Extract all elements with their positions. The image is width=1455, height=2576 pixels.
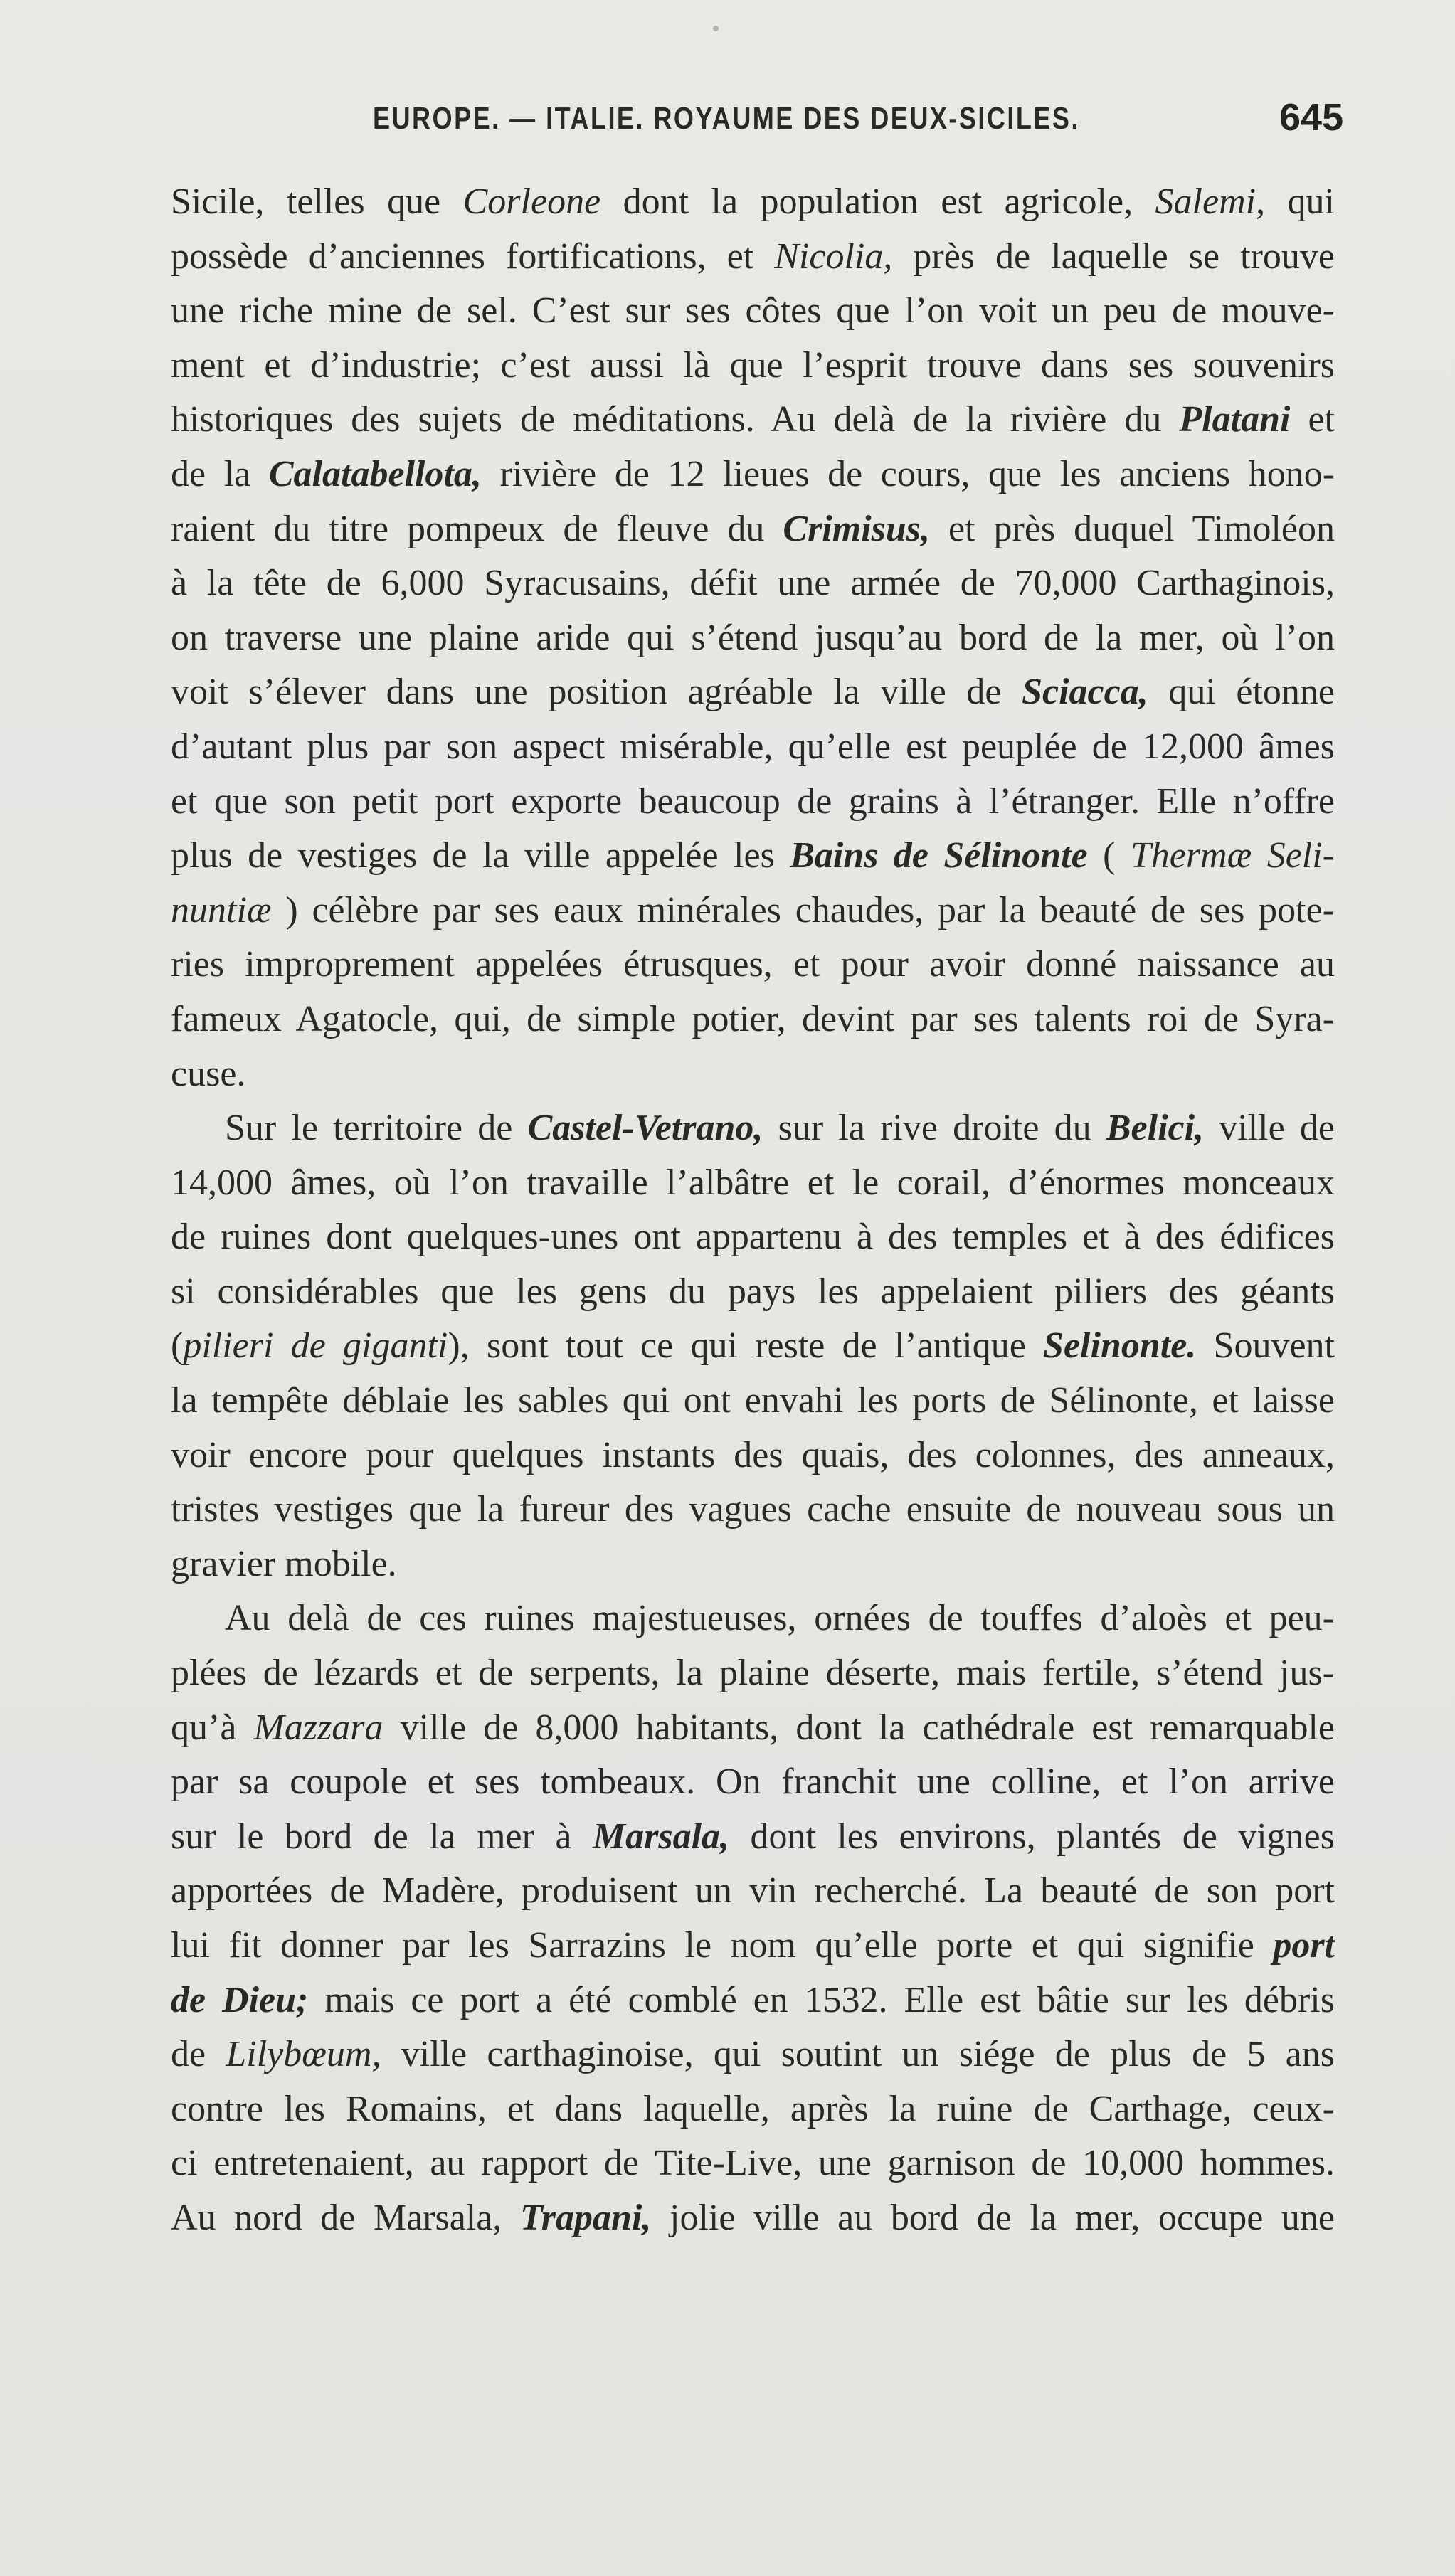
running-title: EUROPE. — ITALIE. ROYAUME DES DEUX-SICILES. xyxy=(373,101,1080,136)
text-line: nuntiæ ) célèbre par ses eaux minérales chaudes, par la beauté de ses pote- xyxy=(171,889,1335,931)
emphasis-text: nuntiæ xyxy=(171,889,272,931)
emphasis-text: pilieri de giganti xyxy=(183,1325,448,1367)
text-line: lui fit donner par les Sarrazins le nom qu’elle porte et qui signifie port xyxy=(171,1925,1335,1966)
text-line: ries improprement appelées étrusques, et pour avoir donné naissance au xyxy=(171,944,1335,985)
text-line: à la tête de 6,000 Syracusains, défit une armée de 70,000 Carthaginois, xyxy=(171,563,1335,604)
emphasis-text: Calatabellota, xyxy=(268,453,482,494)
text-line: plus de vestiges de la ville appelée les Bains de Sélinonte ( Thermæ Seli- xyxy=(171,835,1335,876)
emphasis-text: Mazzara xyxy=(253,1707,383,1748)
text-line: voir encore pour quelques instants des quais, des colonnes, des anneaux, xyxy=(171,1434,1335,1475)
text-line: (pilieri de giganti), sont tout ce qui reste de l’antique Selinonte. Souvent xyxy=(171,1325,1335,1367)
emphasis-text: port xyxy=(1273,1925,1335,1966)
emphasis-text: Trapani, xyxy=(519,2197,652,2238)
text-line: de la Calatabellota, rivière de 12 lieues de cours, que les anciens hono- xyxy=(171,453,1335,494)
text-line: la tempête déblaie les sables qui ont envahi les ports de Sélinonte, et laisse xyxy=(171,1380,1335,1421)
text-line: on traverse une plaine aride qui s’étend jusqu’au bord de la mer, où l’on xyxy=(171,617,1335,658)
emphasis-text: Thermæ Seli- xyxy=(1130,835,1335,876)
text-line: historiques des sujets de méditations. Au delà de la rivière du Platani et xyxy=(171,399,1335,440)
text-line: raient du titre pompeux de fleuve du Crimisus, et près duquel Timoléon xyxy=(171,508,1335,549)
running-head xyxy=(0,96,1455,151)
text-line: sur le bord de la mer à Marsala, dont les environs, plantés de vignes xyxy=(171,1816,1335,1857)
text-line: possède d’anciennes fortifications, et Nicolia, près de laquelle se trouve xyxy=(171,235,1335,277)
text-line: de Dieu; mais ce port a été comblé en 1532. Elle est bâtie sur les débris xyxy=(171,1979,1335,2020)
text-line: Au delà de ces ruines majestueuses, ornées de touffes d’aloès et peu- xyxy=(225,1598,1335,1639)
text-line: et que son petit port exporte beaucoup de grains à l’étranger. Elle n’offre xyxy=(171,780,1335,822)
text-line: par sa coupole et ses tombeaux. On franchit une colline, et l’on arrive xyxy=(171,1761,1335,1803)
text-line: ci entretenaient, au rapport de Tite-Live, une garnison de 10,000 hommes. xyxy=(171,2143,1335,2184)
text-line: si considérables que les gens du pays les appelaient piliers des géants xyxy=(171,1271,1335,1312)
emphasis-text: Castel-Vetrano, xyxy=(527,1108,763,1149)
text-line: apportées de Madère, produisent un vin recherché. La beauté de son port xyxy=(171,1870,1335,1912)
text-line: Sur le territoire de Castel-Vetrano, sur la rive droite du Belici, ville de xyxy=(225,1108,1335,1149)
text-line: tristes vestiges que la fureur des vagues cache ensuite de nouveau sous un xyxy=(171,1489,1335,1530)
text-line: gravier mobile. xyxy=(171,1543,397,1584)
emphasis-text: Nicolia, xyxy=(774,235,893,277)
text-line: ment et d’industrie; c’est aussi là que l’esprit trouve dans ses souvenirs xyxy=(171,344,1335,386)
emphasis-text: Belici, xyxy=(1106,1108,1205,1149)
text-line: plées de lézards et de serpents, la plaine déserte, mais fertile, s’étend jus- xyxy=(171,1653,1335,1694)
emphasis-text: Crimisus, xyxy=(783,508,931,549)
text-line: 14,000 âmes, où l’on travaille l’albâtre et le corail, d’énormes monceaux xyxy=(171,1162,1335,1203)
emphasis-text: Corleone xyxy=(462,181,601,222)
text-line: voit s’élever dans une position agréable la ville de Sciacca, qui étonne xyxy=(171,672,1335,713)
text-line: de ruines dont quelques-unes ont appartenu à des temples et à des édifices xyxy=(171,1217,1335,1258)
emphasis-text: Selinonte. xyxy=(1043,1325,1197,1367)
emphasis-text: Lilybœum, xyxy=(226,2034,381,2075)
body-text xyxy=(171,175,1335,2544)
text-line: cuse. xyxy=(171,1053,246,1094)
emphasis-text: Platani xyxy=(1179,399,1291,440)
text-line: d’autant plus par son aspect misérable, qu’elle est peuplée de 12,000 âmes xyxy=(171,726,1335,767)
emphasis-text: Sciacca, xyxy=(1022,672,1148,713)
text-line: fameux Agatocle, qui, de simple potier, devint par ses talents roi de Syra- xyxy=(171,998,1335,1039)
text-line: contre les Romains, et dans laquelle, après la ruine de Carthage, ceux- xyxy=(171,2088,1335,2129)
emphasis-text: Salemi xyxy=(1155,181,1256,222)
emphasis-text: Marsala, xyxy=(592,1816,730,1857)
emphasis-text: de Dieu; xyxy=(171,1979,309,2020)
text-line: Sicile, telles que Corleone dont la population est agricole, Salemi, qui xyxy=(171,181,1335,222)
text-line: qu’à Mazzara ville de 8,000 habitants, dont la cathédrale est remarquable xyxy=(171,1707,1335,1748)
page-number: 645 xyxy=(1279,96,1344,139)
emphasis-text: Bains de Sélinonte xyxy=(790,835,1088,876)
text-line: une riche mine de sel. C’est sur ses côtes que l’on voit un peu de mouve- xyxy=(171,290,1335,332)
text-line: Au nord de Marsala, Trapani, jolie ville au bord de la mer, occupe une xyxy=(171,2197,1335,2238)
page-speck xyxy=(713,26,719,31)
text-line: de Lilybœum, ville carthaginoise, qui soutint un siége de plus de 5 ans xyxy=(171,2034,1335,2075)
